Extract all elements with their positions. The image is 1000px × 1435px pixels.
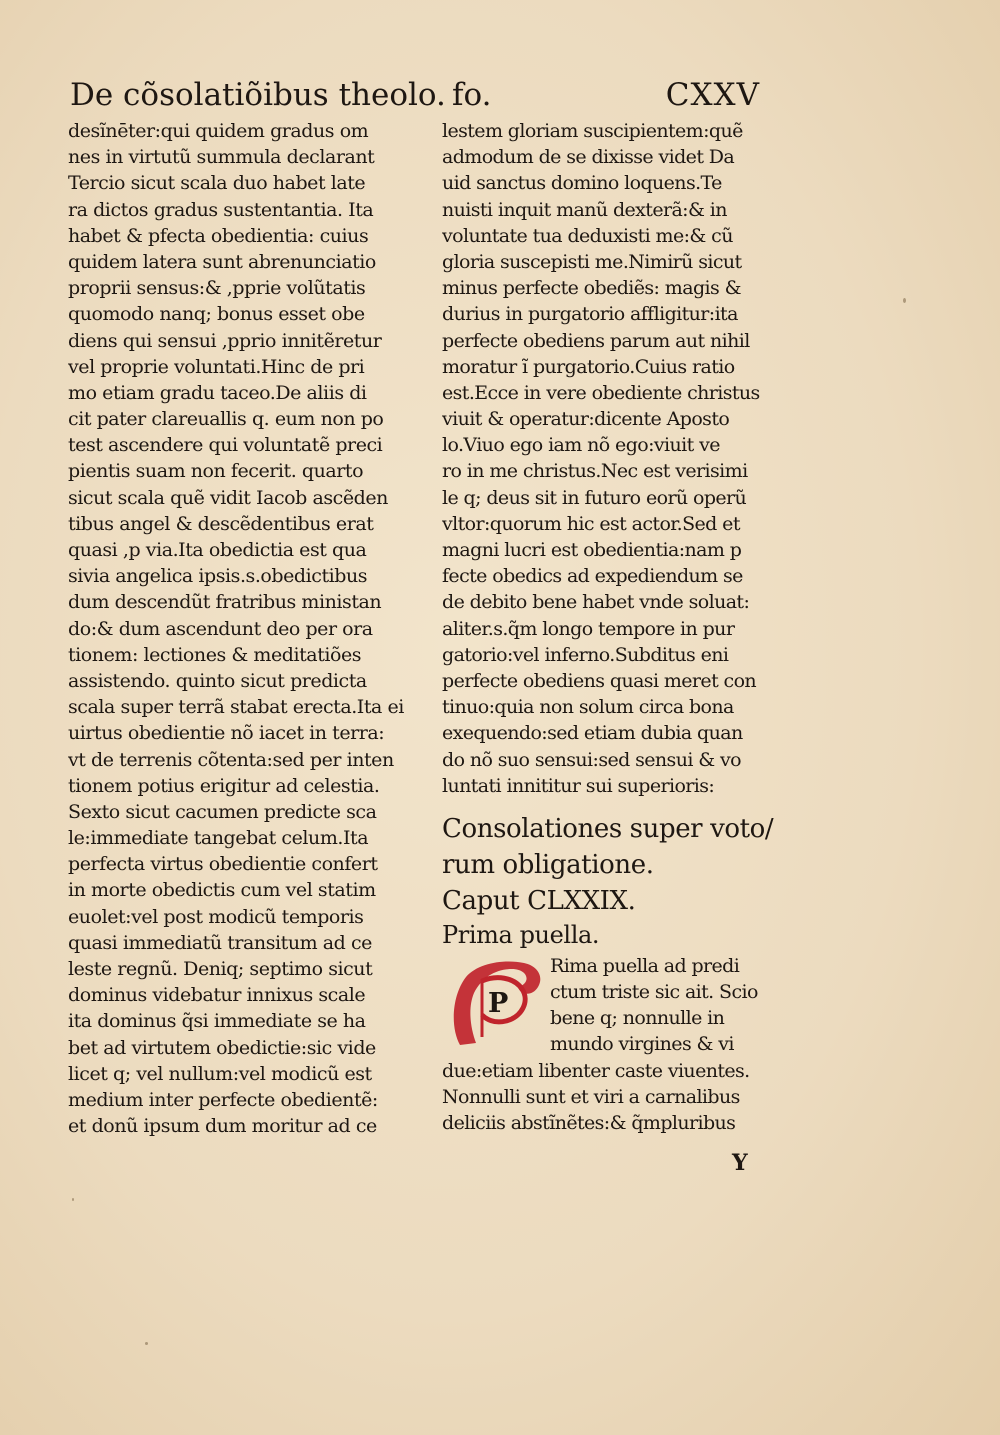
text-line: voluntate tua deduxisti me:& cũ [442,224,733,247]
text-line: vt de terrenis cõtenta:sed per inten [68,748,394,771]
text-line: ro in me christus.Nec est verisimi [442,460,748,483]
foxing-spot [145,1342,148,1345]
text-line: durius in purgatorio affligitur:ita [442,303,738,326]
text-line: le q; deus sit in futuro eorũ operũ [442,486,747,509]
left-column [68,118,430,1139]
right-column-text [442,118,792,799]
foxing-spot [903,298,906,303]
text-line: tibus angel & descẽdentibus erat [68,512,374,535]
text-line: tinuo:quia non solum circa bona [442,696,734,719]
text-line: de debito bene habet vnde soluat: [442,591,750,614]
decorated-initial [442,957,542,1049]
text-line: tionem potius erigitur ad celestia. [68,774,380,797]
chapter-number: Caput CLXXIX. [442,885,636,916]
opening-paragraph [442,953,792,1136]
text-line: uirtus obedientie nõ iacet in terra: [68,722,385,745]
text-line: vltor:quorum hic est actor.Sed et [442,512,740,535]
initial-letter: P [488,987,509,1019]
text-line: quomodo nanq; bonus esset obe [68,303,365,326]
text-line: habet & pfecta obedientia: cuius [68,224,369,247]
text-line: lo.Viuo ego iam nõ ego:viuit ve [442,434,720,457]
text-line: leste regnũ. Deniq; septimo sicut [68,958,373,980]
chapter-heading-line: rum obligatione. [442,849,654,880]
chapter-heading-line: Consolationes super voto/ [442,813,774,844]
text-line: medium inter perfecte obedientẽ: [68,1088,378,1111]
text-line: perfecta virtus obedientie confert [68,853,378,876]
paragraph-line: ctum triste sic ait. Scio [550,981,758,1004]
running-title: De cõsolatiõibus theolo. [70,77,446,113]
text-line: sicut scala quẽ vidit Iacob ascẽden [68,486,388,509]
text-line: quidem latera sunt abrenunciatio [68,250,376,273]
paragraph-line: Nonnulli sunt et viri a carnalibus [442,1085,740,1108]
paragraph-line: Rima puella ad predi [550,954,740,977]
text-line: ra dictos gradus sustentantia. Ita [68,198,374,221]
text-line: scala super terrã stabat erecta.Ita ei [68,696,404,719]
foxing-spot [72,1198,74,1201]
text-line: fecte obedics ad expediendum se [442,565,743,588]
folio-number: CXXV [665,77,760,113]
text-line: do:& dum ascendunt deo per ora [68,617,373,640]
text-line: proprii sensus:& ,pprie volũtatis [68,277,366,300]
text-line: licet q; vel nullum:vel modicũ est [68,1062,372,1085]
paragraph-line: mundo virgines & vi [550,1033,734,1056]
text-line: diens qui sensui ,pprio innitẽretur [68,329,382,352]
subheading: Prima puella. [442,920,600,949]
text-line: dominus videbatur innixus scale [68,984,366,1007]
text-line: pientis suam non fecerit. quarto [68,460,364,483]
text-line: assistendo. quinto sicut predicta [68,669,367,692]
right-column [442,118,792,1136]
text-line: uid sanctus domino loquens.Te [442,172,722,195]
text-line: desĩnēter:qui quidem gradus om [68,120,369,142]
paragraph-line: deliciis abstĩnẽtes:& q̃mpluribus [442,1112,736,1134]
text-line: magni lucri est obedientia:nam p [442,539,742,561]
text-line: nes in virtutũ summula declarant [68,146,375,169]
text-line: euolet:vel post modicũ temporis [68,905,364,928]
paragraph-line: due:etiam libenter caste viuentes. [442,1059,750,1082]
text-line: lestem gloriam suscipientem:quẽ [442,120,743,142]
paragraph-line: bene q; nonnulle in [550,1007,725,1030]
text-line: nuisti inquit manũ dexterã:& in [442,198,727,221]
text-line: do nõ suo sensui:sed sensui & vo [442,748,741,771]
text-line: viuit & operatur:dicente Aposto [442,408,730,431]
text-line: in morte obedictis cum vel statim [68,879,376,902]
text-line: ita dominus q̃si immediate se ha [68,1010,366,1033]
text-line: et donũ ipsum dum moritur ad ce [68,1115,377,1138]
text-line: cit pater clareuallis q. eum non po [68,408,384,431]
text-line: aliter.s.q̃m longo tempore in pur [442,617,735,640]
text-line: Sexto sicut cacumen predicte sca [68,800,377,823]
text-line: bet ad virtutem obedictie:sic vide [68,1036,376,1059]
text-line: gloria suscepisti me.Nimirũ sicut [442,250,742,273]
text-line: admodum de se dixisse videt Da [442,146,735,169]
folio-label: fo. [452,77,492,113]
text-line: vel proprie voluntati.Hinc de pri [68,355,365,378]
text-line: quasi immediatũ transitum ad ce [68,931,372,954]
text-line: quasi ,p via.Ita obedictia est qua [68,539,367,561]
text-line: mo etiam gradu taceo.De aliis di [68,381,367,404]
text-line: Tercio sicut scala duo habet late [68,172,366,195]
text-line: est.Ecce in vere obediente christus [442,381,760,404]
text-line: perfecte obediens parum aut nihil [442,329,750,352]
text-line: minus perfecte obediẽs: magis & [442,277,741,300]
text-line: perfecte obediens quasi meret con [442,669,757,692]
text-line: moratur ĩ purgatorio.Cuius ratio [442,355,735,378]
text-line: dum descendũt fratribus ministan [68,591,382,614]
text-line: sivia angelica ipsis.s.obedictibus [68,565,368,588]
running-header [70,70,760,120]
text-line: test ascendere qui voluntatẽ preci [68,434,383,457]
text-line: exequendo:sed etiam dubia quan [442,722,743,745]
catchword: Y [732,1150,748,1176]
text-line: gatorio:vel inferno.Subditus eni [442,643,729,666]
text-line: tionem: lectiones & meditatiões [68,643,362,666]
text-line: luntati innititur sui superioris: [442,774,715,797]
text-line: le:immediate tangebat celum.Ita [68,827,369,850]
